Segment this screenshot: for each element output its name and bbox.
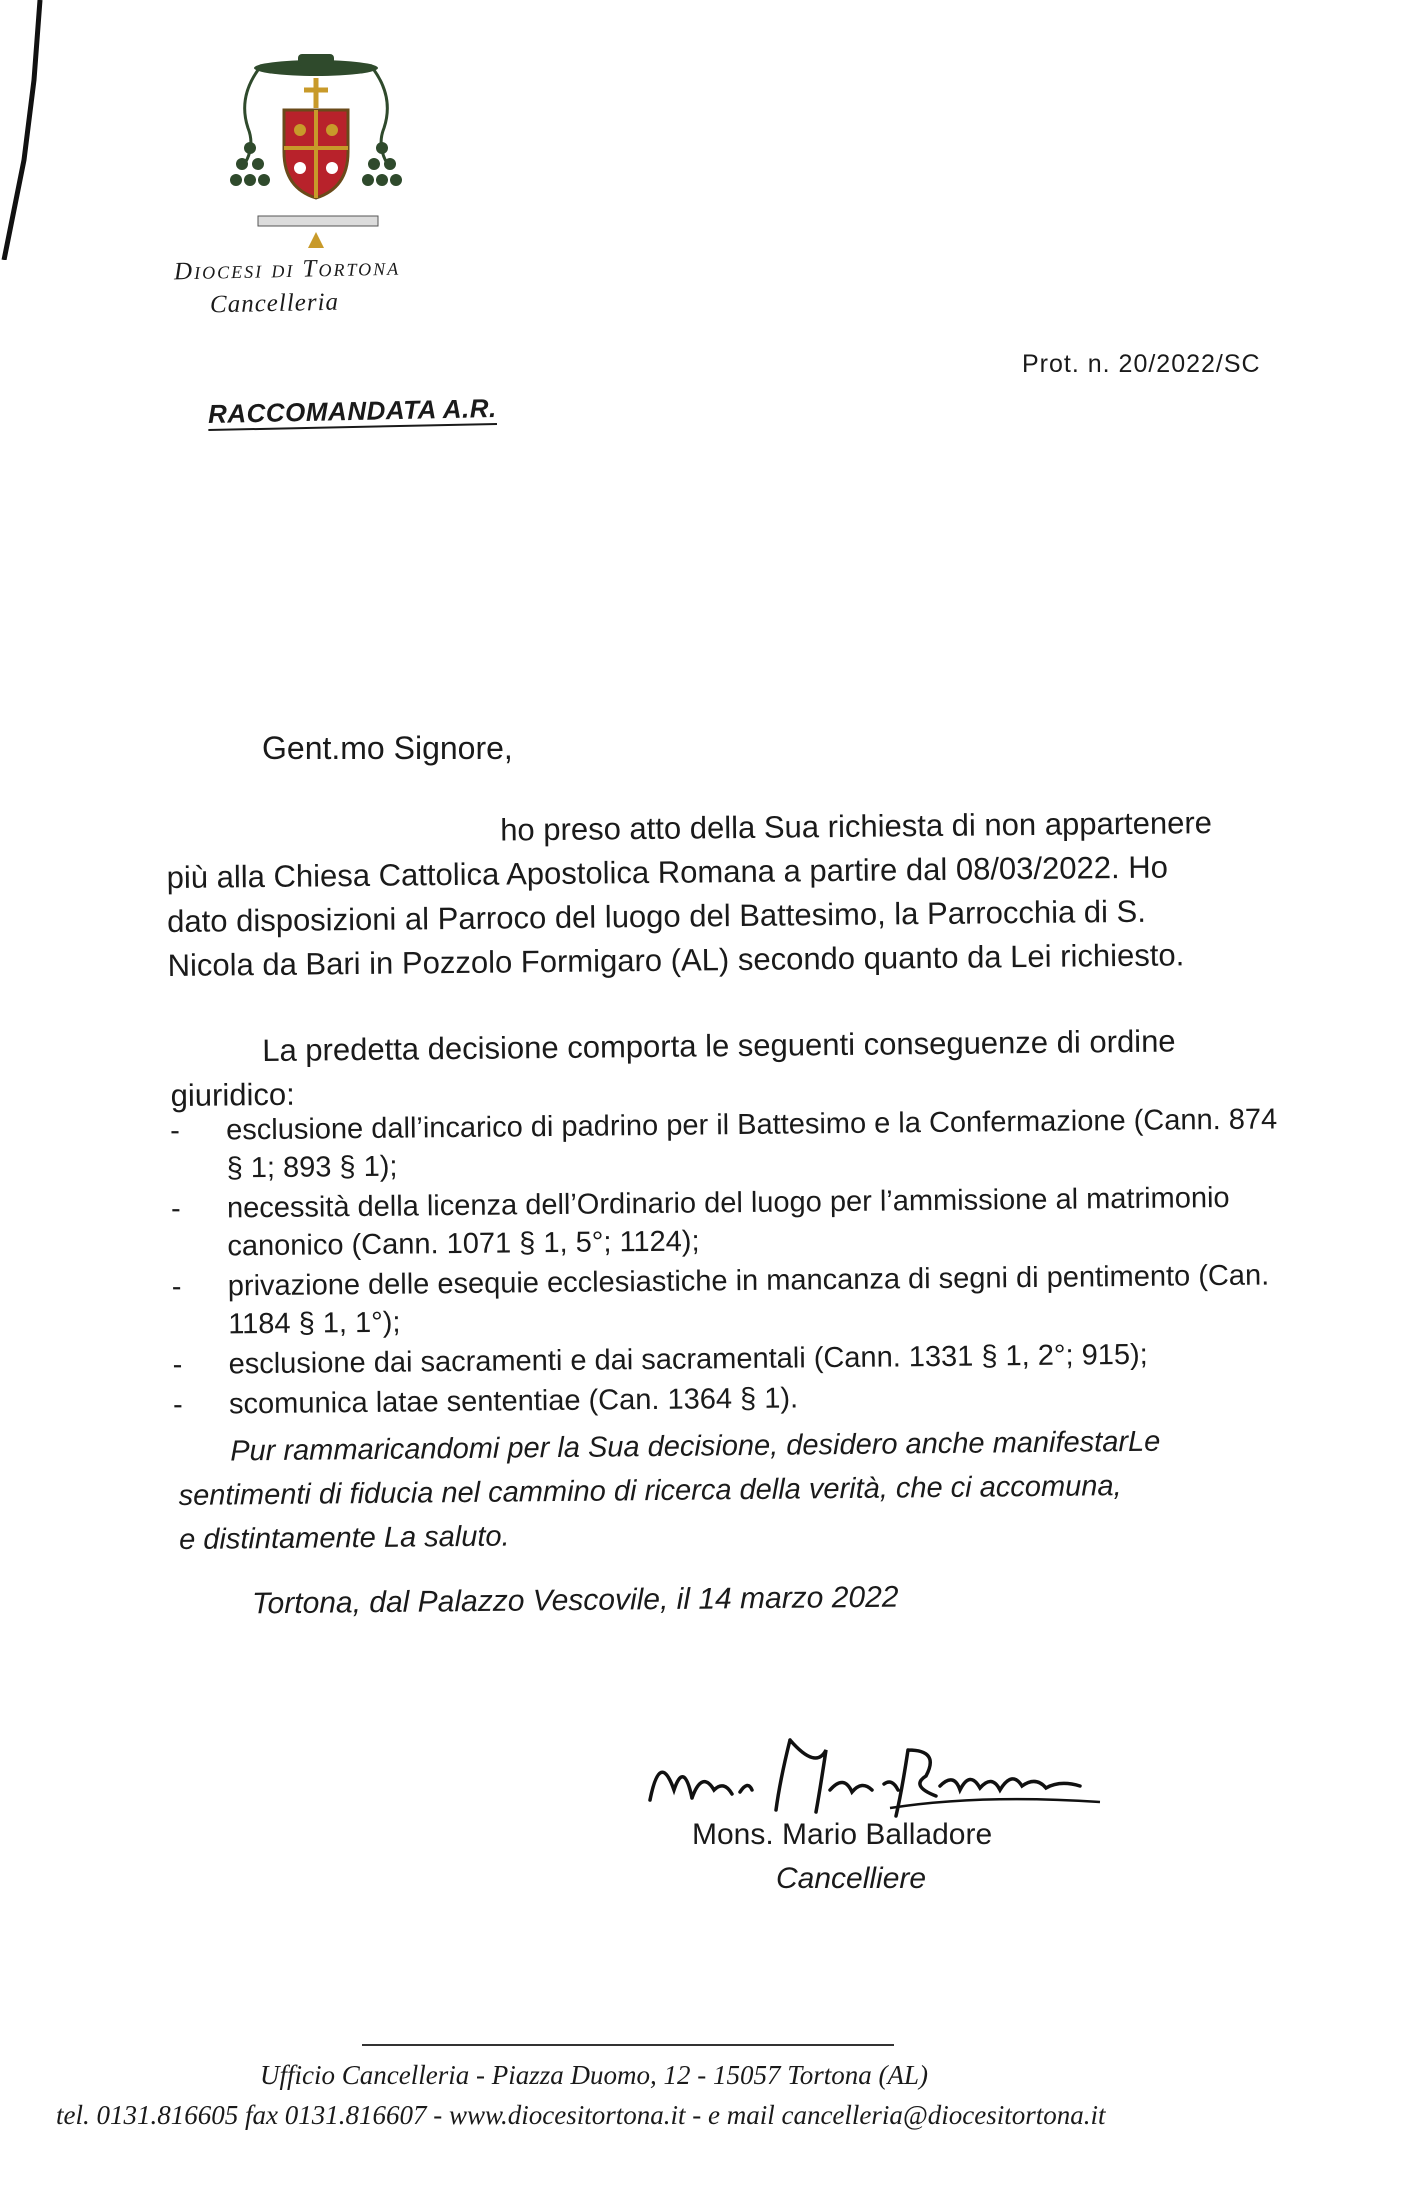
paragraph-line: giuridico: <box>170 1076 295 1113</box>
paragraph-line: più alla Chiesa Cattolica Apostolica Romana a partire dal 08/03/2022. Ho <box>166 849 1169 895</box>
list-item-text: privazione delle esequie ecclesiastiche in mancanza di segni di pentimento (Can. 1184 § 1, 1°); <box>227 1259 1270 1341</box>
footer-contacts: tel. 0131.816605 fax 0131.816607 - www.diocesitortona.it - e mail cancelleria@diocesitortona.it <box>56 2100 1106 2130</box>
list-item <box>170 1100 1291 1188</box>
footer-address: Ufficio Cancelleria - Piazza Duomo, 12 - 15057 Tortona (AL) <box>260 2060 928 2090</box>
list-dash: - <box>170 1192 181 1225</box>
protocol-number: Prot. n. 20/2022/SC <box>1022 350 1261 378</box>
diocese-name: Diocesi di Tortona <box>173 253 401 286</box>
place-and-date: Tortona, dal Palazzo Vescovile, il 14 marzo 2022 <box>251 1580 899 1621</box>
paragraph-line: Pur rammaricandomi per la Sua decisione, desidero anche manifestarLe <box>230 1425 1161 1468</box>
handwritten-signature <box>640 1720 1120 1830</box>
salutation: Gent.mo Signore, <box>262 730 513 766</box>
paragraph-line: sentimenti di fiducia nel cammino di ricerca della verità, che ci accomuna, <box>178 1470 1122 1512</box>
list-dash: - <box>172 1348 183 1381</box>
list-dash: - <box>172 1388 183 1421</box>
list-item <box>171 1178 1292 1266</box>
signer-name: Mons. Mario Balladore <box>692 1818 993 1851</box>
paragraph-request-acknowledged <box>166 800 1298 988</box>
paragraph-line: La predetta decisione comporta le seguenti conseguenze di ordine <box>262 1023 1176 1069</box>
scan-edge-line <box>0 0 1408 260</box>
diocese-office: Cancelleria <box>209 288 340 319</box>
list-item-text: esclusione dall’incarico di padrino per il Battesimo e la Confermazione (Cann. 874 § 1; 893 § 1); <box>226 1103 1278 1185</box>
list-dash: - <box>170 1114 181 1147</box>
list-item <box>172 1256 1293 1344</box>
diocese-coat-of-arms-icon <box>228 48 408 258</box>
paragraph-line: e distintamente La saluto. <box>178 1520 510 1556</box>
paragraph-line: ho preso atto della Sua richiesta di non appartenere <box>500 805 1213 848</box>
paragraph-line: dato disposizioni al Parroco del luogo del Battesimo, la Parrocchia di S. <box>166 893 1147 939</box>
list-dash: - <box>171 1270 182 1303</box>
footer-divider <box>362 2044 894 2046</box>
paragraph-line: Nicola da Bari in Pozzolo Formigaro (AL) secondo quanto da Lei richiesto. <box>167 937 1185 983</box>
delivery-mode: RACCOMANDATA A.R. <box>207 392 497 430</box>
list-item-text: necessità della licenza dell’Ordinario del luogo per l’ammissione al matrimonio canonico (Cann. 1071 § 1, 5°; 1124); <box>226 1181 1230 1263</box>
consequences-list <box>170 1100 1293 1426</box>
signer-title: Cancelliere <box>776 1862 927 1895</box>
list-item-text: scomunica latae sententiae (Can. 1364 § 1). <box>228 1382 799 1421</box>
list-item-text: esclusione dai sacramenti e dai sacramentali (Cann. 1331 § 1, 2°; 915); <box>228 1338 1148 1381</box>
closing-paragraph <box>178 1419 1259 1562</box>
